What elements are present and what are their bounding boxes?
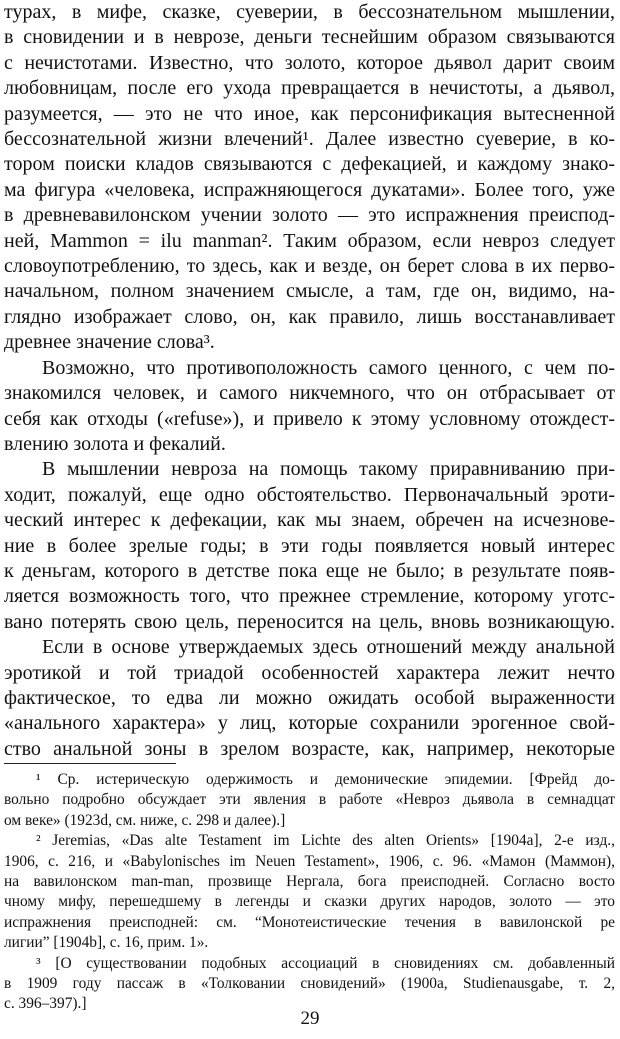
text-line: любовницам, после его ухода превращается в нечистоты, а дьявол, xyxy=(4,77,615,100)
main-text xyxy=(4,0,615,762)
text-line: древнее значение слова³. xyxy=(4,331,215,354)
page-number: 29 xyxy=(300,1008,320,1029)
footnote-line: ² Jeremias, «Das alte Testament im Lichte des alten Orients» [1904a], 2-е изд., xyxy=(36,832,615,850)
paragraph xyxy=(4,0,615,356)
footnote-line: с. 396–397).] xyxy=(4,995,87,1013)
text-line: ма фигура «человека, испражняющегося дукатами». Более того, уже xyxy=(4,178,615,201)
footnote-line: испражнения преисподней: см. “Монотеистические течения в вавилонской ре xyxy=(4,913,615,931)
text-line: эротикой и той триадой особенностей характера лежит нечто xyxy=(4,661,615,684)
text-line: знакомился человек, и самого никчемного, что он отбрасывает от xyxy=(4,382,615,405)
text-line: себя как отходы («refuse»), и привело к этому условному отождест- xyxy=(4,407,615,430)
text-line: глядно изображает слово, он, как правило, лишь восстанавливает xyxy=(4,305,615,328)
text-line: влению золота и фекалий. xyxy=(4,432,226,455)
text-line: к деньгам, которого в детстве пока еще не было; в результате появ- xyxy=(4,559,615,582)
paragraph xyxy=(4,457,615,635)
text-line: ческий интерес к дефекации, как мы знаем, обречен на исчезнове- xyxy=(4,509,615,532)
footnote-3 xyxy=(4,954,615,1015)
text-line: бессознательной жизни влечений¹. Далее известно суеверие, в ко- xyxy=(4,128,615,151)
footnote-line: вольно подробно обсуждает эти явления в работе «Невроз дьявола в семнадцат xyxy=(4,791,615,809)
footnote-line: в 1909 году пассаж в «Толковании сновидений» (1900a, Studienausgabe, т. 2, xyxy=(4,975,615,993)
text-line: ство анальной зоны в зрелом возрасте, как, например, некоторые xyxy=(4,737,615,760)
text-line: фактическое, то едва ли можно ожидать особой выраженности xyxy=(4,686,615,709)
footnote-line: чному мифу, перешедшему в легенды и сказки других народов, золото — это xyxy=(4,893,615,911)
footnote-2 xyxy=(4,831,615,953)
footnote-line: на вавилонском man-man, прозвище Нергала, бога преисподней. Согласно восто xyxy=(4,873,615,891)
text-line: в сновидении и в неврозе, деньги теснейшим образом связываются xyxy=(4,26,615,49)
text-line: турах, в мифе, сказке, суеверии, в бессознательном мышлении, xyxy=(4,1,615,23)
footnote-1 xyxy=(4,770,615,831)
footnote-divider xyxy=(4,763,176,764)
text-line: ляется возможность того, что прежнее стремление, которому уготс- xyxy=(4,585,615,608)
footnote-line: ¹ Ср. истерическую одержимость и демонические эпидемии. [Фрейд до- xyxy=(36,771,615,788)
text-line: В мышлении невроза на помощь такому приравниванию при- xyxy=(42,458,615,481)
text-line: начальном, полном значением смысле, а там, где он, видимо, на- xyxy=(4,280,615,303)
paragraph xyxy=(4,635,615,762)
footnote-line: лигии” [1904b], с. 16, прим. 1». xyxy=(4,934,209,952)
text-line: ние в более зрелые годы; в эти годы появляется новый интерес xyxy=(4,534,615,557)
text-line: разумеется, — это не что иное, как персонификация вытесненной xyxy=(4,102,615,125)
footnote-line: 1906, с. 216, и «Babylonisches im Neuen Testament», 1906, с. 96. «Мамон (Маммон), xyxy=(4,852,615,870)
text-line: с нечистотами. Известно, что золото, которое дьявол дарит своим xyxy=(4,51,615,74)
text-line: в древневавилонском учении золото — это испражнения преиспод- xyxy=(4,204,615,227)
text-line: ней, Mammon = ilu manman². Таким образом, если невроз следует xyxy=(4,229,615,252)
footnotes xyxy=(4,770,615,1015)
text-line: Возможно, что противоположность самого ценного, с чем по- xyxy=(42,356,615,379)
footnote-line: ом веке» (1923d, см. ниже, с. 298 и далее).] xyxy=(4,811,286,829)
text-line: тором поиски кладов связываются с дефекацией, и каждому знако- xyxy=(4,153,615,176)
text-line: Если в основе утверждаемых здесь отношений между анальной xyxy=(42,636,615,659)
text-line: ходит, пожалуй, еще одно обстоятельство. Первоначальный эроти- xyxy=(4,483,615,506)
footnote-line: ³ [О существовании подобных ассоциаций в сновидениях см. добавленный xyxy=(36,954,615,972)
text-line: «анального характера» у лиц, которые сохранили эрогенное свой- xyxy=(4,712,615,735)
text-line: словоупотреблению, то здесь, как и везде, он берет слова в их перво- xyxy=(4,255,615,278)
text-line: вано потерять свою цель, переносится на цель, вновь возникающую. xyxy=(4,610,615,633)
paragraph xyxy=(4,356,615,458)
